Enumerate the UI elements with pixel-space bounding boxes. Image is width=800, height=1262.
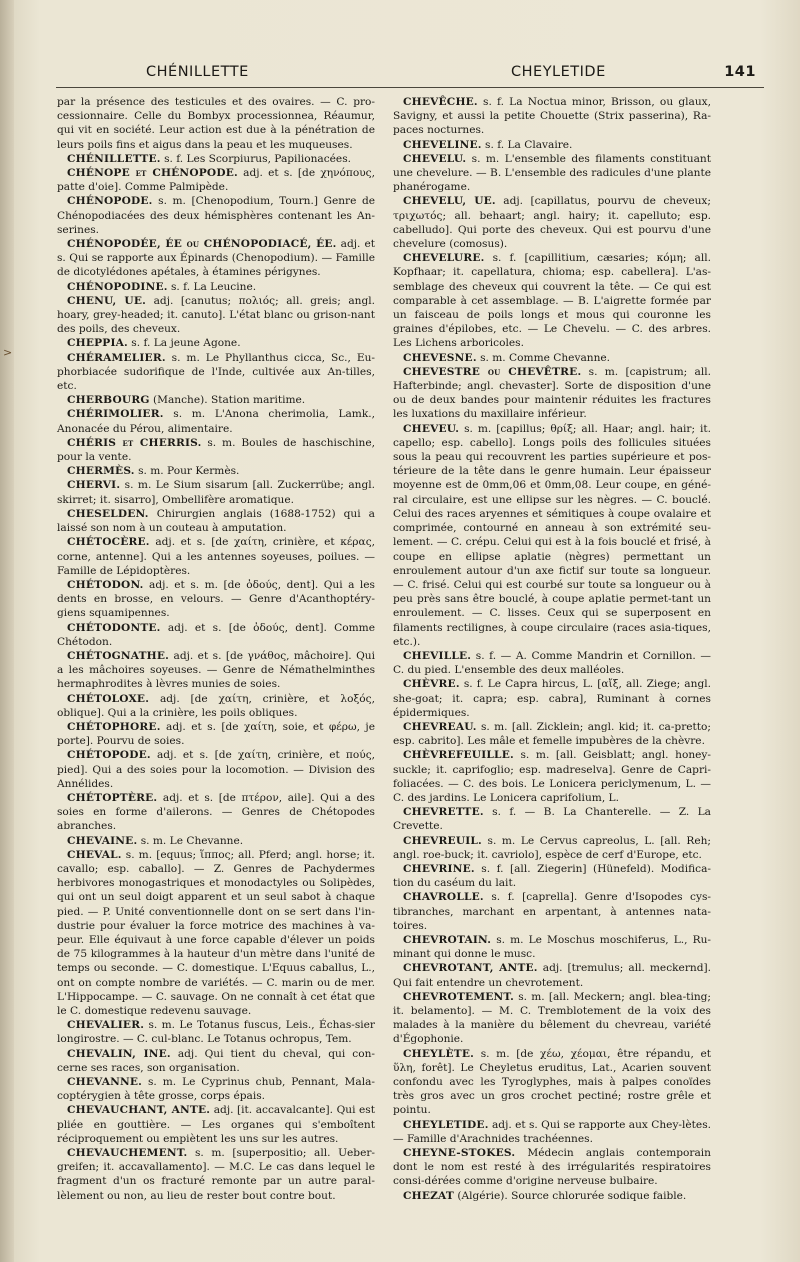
entry-headword: CHÉRIMOLIER. — [67, 408, 164, 421]
entry-headword: CHÈVRE. — [403, 678, 460, 691]
dictionary-entry — [57, 393, 375, 407]
dictionary-entry — [57, 237, 375, 280]
dictionary-entry — [393, 194, 711, 251]
entry-definition: s. m. Le Cervus capreolus, L. [all. Reh; angl. roe-buck; it. cavriolo], espèce de cerf d'Europe, etc. — [393, 834, 711, 861]
entry-headword: CHEVAUCHEMENT. — [67, 1147, 188, 1160]
dictionary-entry — [57, 1146, 375, 1203]
dictionary-entry — [57, 152, 375, 166]
dictionary-entry — [57, 1075, 375, 1103]
entry-definition: adj. [it. accavalcante]. Qui est pliée en gouttière. — Les organes qui s'emboîtent réciproquement ou empiètent les uns sur les autres. — [57, 1104, 375, 1145]
dictionary-entry — [57, 1103, 375, 1146]
entry-headword: CHEVROTANT, ANTE. — [403, 962, 538, 975]
dictionary-entry — [393, 95, 711, 138]
entry-headword: CHÉTODON. — [67, 578, 144, 591]
entry-headword: CHEPPIA. — [67, 337, 128, 350]
entry-headword: CHEVÊCHE. — [403, 96, 478, 108]
entry-definition: s. f. Le Capra hircus, L. [αἴξ, all. Ziege; angl. she-goat; it. capra; esp. cabra], Ruminant à cornes épidermiques. — [393, 678, 711, 719]
entry-definition: adj. et s. [de χαίτη, crinière, et πούς, pied]. Qui a des soies pour la locomotion. — Division des Annélides. — [57, 749, 375, 790]
entry-headword: CHERVI. — [67, 479, 121, 492]
entry-definition: s. f. La Clavaire. — [485, 138, 573, 151]
entry-headword: CHÉNOPODE. — [67, 195, 153, 208]
entry-headword: CHÉNOPODÉE, ÉE ou CHÉNOPODIACÉ, ÉE. — [67, 238, 337, 251]
entry-headword: CHÉNOPE et CHÉNOPODE. — [67, 167, 238, 180]
entry-headword: CHÉRAMELIER. — [67, 351, 166, 364]
entry-headword: CHEZAT — [403, 1189, 454, 1202]
entry-headword: CHENU, UE. — [67, 294, 147, 307]
dictionary-entry — [393, 834, 711, 862]
dictionary-entry — [57, 351, 375, 394]
entry-definition: s. m. [de χέω, χέομαι, être répandu, et ὕλη, forêt]. Le Cheyletus eruditus, Lat., Acarien souvent confondu avec les Tyroglyphes, mais à palpes conoïdes très gros avec un gros crochet pectiné; rostre grêle et pointu. — [393, 1047, 712, 1117]
entry-definition: s. f. Les Scorpiurus, Papilionacées. — [164, 152, 352, 165]
entry-definition: s. f. — B. La Chanterelle. — Z. La Crevette. — [393, 806, 711, 833]
entry-definition: Chirurgien anglais (1688-1752) qui a laissé son nom à un couteau à amputation. — [57, 507, 375, 535]
entry-definition: adj. et s. [de χαίτη, crinière, et κέρας, corne, antenne]. Qui a les antennes soyeuses, poilues. — Famille de Lépidoptères. — [57, 536, 375, 577]
book-spine-shadow — [0, 0, 14, 1262]
entry-definition: Médecin anglais contemporain dont le nom est resté à des irrégularités respiratoires consi-dérées comme d'origine nerveuse bulbaire. — [393, 1147, 711, 1188]
entry-definition: (Manche). Station maritime. — [152, 394, 306, 407]
entry-definition: s. f. La Noctua minor, Brisson, ou glaux, Savigny, et aussi la petite Chouette (Strix passerina), Ra-paces nocturnes. — [393, 96, 711, 137]
entry-definition: adj. [capillatus, pourvu de cheveux; τριχωτός; all. behaart; angl. hairy; it. capelluto; esp. cabelludo]. Qui porte des cheveux. Qui est pourvu d'une chevelure (comosus). — [393, 195, 711, 251]
entry-definition: adj. Qui tient du cheval, qui con-cerne ses races, son organisation. — [57, 1047, 375, 1074]
dictionary-entry — [393, 351, 711, 365]
entry-headword: CHEVREAU. — [403, 720, 477, 733]
entry-definition: s. f. [capillitium, cæsaries; κόμη; all. Kopfhaar; it. capellatura, chioma; esp. cabellera]. L'as-semblage des cheveux qui couvrent la tête. — Ce qui est comparable à cet assemblage. — B. L'aigrette formée par un faisceau de poils longs et mous qui couronne les graines d'épilobes, etc. — Le Chevelu. — C. des arbres. Les Lichens arboricoles. — [393, 252, 712, 350]
entry-headword: CHÉTOLOXE. — [67, 692, 150, 705]
entry-headword: CHESELDEN. — [67, 507, 149, 520]
entry-definition: s. m. Le Sium sisarum [all. Zuckerrübe; angl. skirret; it. sisarro], Ombellifère aromatique. — [57, 479, 375, 506]
entry-headword: CHEVELURE. — [403, 252, 485, 265]
entry-headword: CHAVROLLE. — [403, 891, 484, 904]
left-running-title: CHÉNILLETTE — [146, 64, 249, 80]
dictionary-entry — [57, 791, 375, 834]
dictionary-entry — [57, 692, 375, 720]
entry-definition: s. m. Le Phyllanthus cicca, Sc., Eu-phorbiacée sudorifique de l'Inde, cultivée aux An-tilles, etc. — [57, 351, 375, 393]
entry-definition: s. m. Comme Chevanne. — [480, 351, 611, 364]
dictionary-entry — [57, 280, 375, 294]
margin-mark: > — [3, 346, 13, 359]
entry-headword: CHEVELU, UE. — [403, 195, 496, 208]
entry-definition: s. m. Pour Kermès. — [138, 465, 240, 478]
right-running-title: CHEYLETIDE — [511, 64, 606, 80]
dictionary-entry — [57, 748, 375, 791]
entry-definition: par la présence des testicules et des ovaires. — C. pro-cessionnaire. Celle du Bombyx processionnea, Réaumur, qui vit en société. Leur action est due à la pénétration de leurs poils fins et aigus dans la peau et les muqueuses. — [57, 96, 375, 151]
header-rule — [56, 87, 764, 88]
entry-headword: CHEVANNE. — [67, 1076, 143, 1089]
entry-headword: CHEVILLE. — [403, 649, 472, 662]
entry-definition: s. m. [equus; ἵππος; all. Pferd; angl. horse; it. cavallo; esp. caballo]. — Z. Genres de Pachydermes herbivores monogastriques et monodactyles ou Solipèdes, qui ont un seul doigt apparent et un seul sabot à chaque pied. — P. Unité conventionnelle dont on se sert dans l'in-dustrie pour évaluer la force motrice des machines à va-peur. Elle équivaut à une force capable d'élever un poids de 75 kilogrammes à la hauteur d'un mètre dans l'unité de temps ou seconde. — C. domestique. L'Equus caballus, L., ont on compte nombre de variétés. — C. marin ou de mer. L'Hippocampe. — C. sauvage. On ne connaît à cet état que le C. domestique redevenu sauvage. — [57, 848, 376, 1017]
entry-headword: CHERMÈS. — [67, 465, 135, 478]
entry-headword: CHEVREUIL. — [403, 834, 482, 847]
dictionary-entry — [393, 990, 711, 1047]
dictionary-entry — [57, 464, 375, 478]
entry-definition: adj. et s. m. [de ὀδούς, dent]. Qui a les dents en brosse, en velours. — Genre d'Acanthoptéry-giens squamipennes. — [57, 578, 375, 620]
dictionary-entry — [57, 478, 375, 506]
dictionary-entry — [393, 890, 711, 933]
entry-headword: CHERBOURG — [67, 394, 150, 407]
dictionary-entry — [393, 805, 711, 833]
entry-definition: s. m. Le Chevanne. — [140, 834, 244, 847]
dictionary-entry — [393, 1047, 711, 1118]
entry-definition: s. m. Le Moschus moschiferus, L., Ru-minant qui donne le musc. — [393, 933, 711, 961]
dictionary-entry — [57, 436, 375, 464]
dictionary-entry — [57, 720, 375, 748]
entry-headword: CHÉTODONTE. — [67, 621, 161, 634]
entry-headword: CHEVAINE. — [67, 834, 138, 847]
dictionary-entry — [393, 720, 711, 748]
entry-definition: adj. et s. Qui se rapporte aux Épinards (Chenopodium). — Famille de dicotylédones apétales, à étamines périgynes. — [57, 238, 376, 279]
entry-definition: adj. et s. [de χαίτη, soie, et φέρω, je porte]. Pourvu de soies. — [57, 720, 375, 748]
entry-definition: adj. [de χαίτη, crinière, et λοξός, oblique]. Qui a la crinière, les poils obliques. — [57, 692, 375, 719]
dictionary-entry — [393, 1118, 711, 1146]
entry-headword: CHEYLETIDE. — [403, 1118, 489, 1131]
entry-headword: CHEVESNE. — [403, 351, 477, 364]
entry-definition: adj. [canutus; πολιός; all. greis; angl. hoary, grey-headed; it. canuto]. L'état blanc ou grison-nant des poils, des cheveux. — [57, 294, 376, 336]
entry-definition: s. f. — A. Comme Mandrin et Cornillon. — C. du pied. L'ensemble des deux malléoles. — [393, 649, 711, 677]
dictionary-entry — [393, 677, 711, 720]
entry-headword: CHEVESTRE ou CHEVÊTRE. — [403, 365, 582, 378]
entry-headword: CHEVALIER. — [67, 1019, 145, 1032]
entry-definition: (Algérie). Source chlorurée sodique faible. — [457, 1189, 687, 1202]
entry-headword: CHEVALIN, INE. — [67, 1047, 171, 1060]
dictionary-entry — [393, 138, 711, 152]
entry-definition: s. f. [all. Ziegerin] (Hünefeld). Modifica-tion du caséum du lait. — [393, 862, 712, 890]
entry-headword: CHEVAUCHANT, ANTE. — [67, 1104, 211, 1117]
dictionary-entry — [57, 166, 375, 194]
entry-definition: s. m. Le Totanus fuscus, Leis., Échas-sier longirostre. — C. cul-blanc. Le Totanus ochropus, Tem. — [57, 1019, 375, 1046]
entry-definition: s. m. [superpositio; all. Ueber-greifen; it. accavallamento]. — M.C. Le cas dans lequel le fragment d'un os fracturé remonte par un autre paral-lèlement ou non, au lieu de rester bout contre bout. — [57, 1147, 375, 1202]
dictionary-entry — [393, 1146, 711, 1189]
entry-definition: s. m. [capistrum; all. Hafterbinde; angl. chevaster]. Sorte de disposition d'une ou de deux bandes pour maintenir réduites les fractures les luxations du maxillaire inférieur. — [393, 365, 711, 421]
entry-definition: s. f. [caprella]. Genre d'Isopodes cys-tibranches, marchant en arpentant, à antennes nata-toires. — [393, 891, 711, 932]
dictionary-entry — [393, 251, 711, 350]
dictionary-entry — [57, 649, 375, 692]
dictionary-entry — [393, 862, 711, 890]
entry-headword: CHÉRIS et CHERRIS. — [67, 436, 202, 449]
dictionary-entry — [393, 649, 711, 677]
entry-headword: CHÈVREFEUILLE. — [403, 749, 514, 762]
dictionary-entry — [57, 848, 375, 1018]
entry-definition: s. m. L'Anona cherimolia, Lamk., Anonacée du Pérou, alimentaire. — [57, 408, 375, 435]
right-column — [393, 95, 711, 1203]
entry-headword: CHEVROTAIN. — [403, 933, 492, 946]
entry-definition: adj. et s. [de γνάθος, mâchoire]. Qui a les mâchoires soyeuses. — Genre de Némathelminthes hermaphrodites à lèvres munies de soies. — [57, 649, 375, 691]
entry-definition: s. f. La Leucine. — [171, 280, 257, 293]
entry-headword: CHEVEU. — [403, 422, 460, 435]
entry-definition: s. f. La jeune Agone. — [131, 337, 241, 350]
left-column — [57, 95, 375, 1203]
entry-headword: CHÉNOPODINE. — [67, 280, 168, 293]
dictionary-entry — [57, 535, 375, 578]
entry-headword: CHEYLÈTE. — [403, 1047, 475, 1060]
entry-headword: CHEVELU. — [403, 152, 467, 165]
entry-definition: s. m. [Chenopodium, Tourn.] Genre de Chénopodiacées des deux hémisphères contenant les An-serines. — [57, 195, 375, 236]
dictionary-entry — [393, 961, 711, 989]
entry-headword: CHÉTOPODE. — [67, 749, 151, 762]
dictionary-entry — [57, 507, 375, 535]
dictionary-entry — [57, 621, 375, 649]
dictionary-entry — [57, 1018, 375, 1046]
entry-headword: CHEVRINE. — [403, 862, 475, 875]
dictionary-entry — [57, 194, 375, 237]
entry-headword: CHEVAL. — [67, 848, 122, 861]
dictionary-entry — [393, 748, 711, 805]
dictionary-entry — [57, 294, 375, 337]
dictionary-entry — [393, 933, 711, 961]
dictionary-entry — [393, 1189, 711, 1203]
entry-definition: adj. et s. [de χηνόπους, patte d'oie]. Comme Palmipède. — [57, 167, 375, 194]
entry-definition: s. m. [all. Geisblatt; angl. honey-suckle; it. caprifoglio; esp. madreselva]. Genre de Capri-foliacées. — C. des bois. Le Lonicera periclymenum, L. — C. des jardins. Le Lonicera caprifolium, L. — [393, 749, 711, 804]
entry-headword: CHÉTOGNATHE. — [67, 649, 170, 662]
entry-definition: adj. et s. [de πτέρον, aile]. Qui a des soies en forme d'ailerons. — Genres de Chétopodes abranches. — [57, 791, 375, 833]
entry-definition: s. m. [all. Meckern; angl. blea-ting; it. belamento]. — M. C. Tremblotement de la voix des malades à la manière du bêlement du chevreau, variété d'Égophonie. — [393, 990, 712, 1046]
dictionary-entry — [393, 365, 711, 422]
entry-definition: s. m. [all. Zicklein; angl. kid; it. ca-pretto; esp. cabrito]. Les mâle et femelle impubères de la chèvre. — [393, 720, 711, 748]
dictionary-entry — [393, 422, 711, 649]
dictionary-entry — [57, 1047, 375, 1075]
dictionary-entry — [57, 834, 375, 848]
entry-headword: CHÉTOCÈRE. — [67, 536, 150, 549]
dictionary-entry — [57, 95, 375, 152]
entry-definition: s. m. L'ensemble des filaments constituant une chevelure. — B. L'ensemble des radicules d'une plante phanérogame. — [393, 152, 711, 194]
entry-headword: CHÉTOPTÈRE. — [67, 791, 158, 804]
entry-headword: CHEVELINE. — [403, 138, 482, 151]
entry-definition: s. m. Le Cyprinus chub, Pennant, Mala-coptérygien à tête grosse, corps épais. — [57, 1076, 375, 1103]
dictionary-entry — [393, 152, 711, 195]
entry-definition: s. m. [capillus; θρίξ; all. Haar; angl. hair; it. capello; esp. cabello]. Longs poils des follicules situées sous la peau qui recouvrent les parties supérieure et pos-térieure de la tête dans le genre humain. Leur épaisseur moyenne est de 0mm,06 et 0mm,08. Leur coupe, en géné-ral circulaire, est une ellipse sur les nègres. — C. bouclé. Celui des races aryennes et sémitiques à coupe ovalaire et comprimée, contourné en anneau à son extrémité seu-lement. — C. crépu. Celui qui est à la fois bouclé et frisé, à coupe en ellipse aplatie (nègres) permettant un enroulement autour d'un axe fictif sur toute sa longueur. — C. frisé. Celui qui est courbé sur toute sa longueur ou à peu près sans être bouclé, à coupe aplatie permet-tant un enroulement. — C. lisses. Ceux qui se superposent en filaments rectilignes, à coupe circulaire (races asia-tiques, etc.). — [393, 422, 711, 648]
page-number: 141 — [724, 64, 756, 80]
entry-definition: s. m. Boules de haschischine, pour la vente. — [57, 436, 375, 464]
entry-headword: CHEVROTEMENT. — [403, 990, 515, 1003]
dictionary-entry — [57, 336, 375, 350]
entry-headword: CHÉTOPHORE. — [67, 720, 161, 733]
entry-headword: CHEVRETTE. — [403, 806, 484, 819]
running-header — [54, 60, 764, 82]
entry-headword: CHEYNE-STOKES. — [403, 1147, 516, 1160]
entry-definition: adj. et s. Qui se rapporte aux Chey-lètes. — Famille d'Arachnides trachéennes. — [393, 1118, 711, 1145]
dictionary-entry — [57, 407, 375, 435]
entry-definition: adj. [tremulus; all. meckernd]. Qui fait entendre un chevrotement. — [393, 962, 711, 989]
dictionary-entry — [57, 578, 375, 621]
entry-headword: CHÉNILLETTE. — [67, 152, 161, 165]
entry-definition: adj. et s. [de ὀδούς, dent]. Comme Chétodon. — [57, 621, 375, 648]
